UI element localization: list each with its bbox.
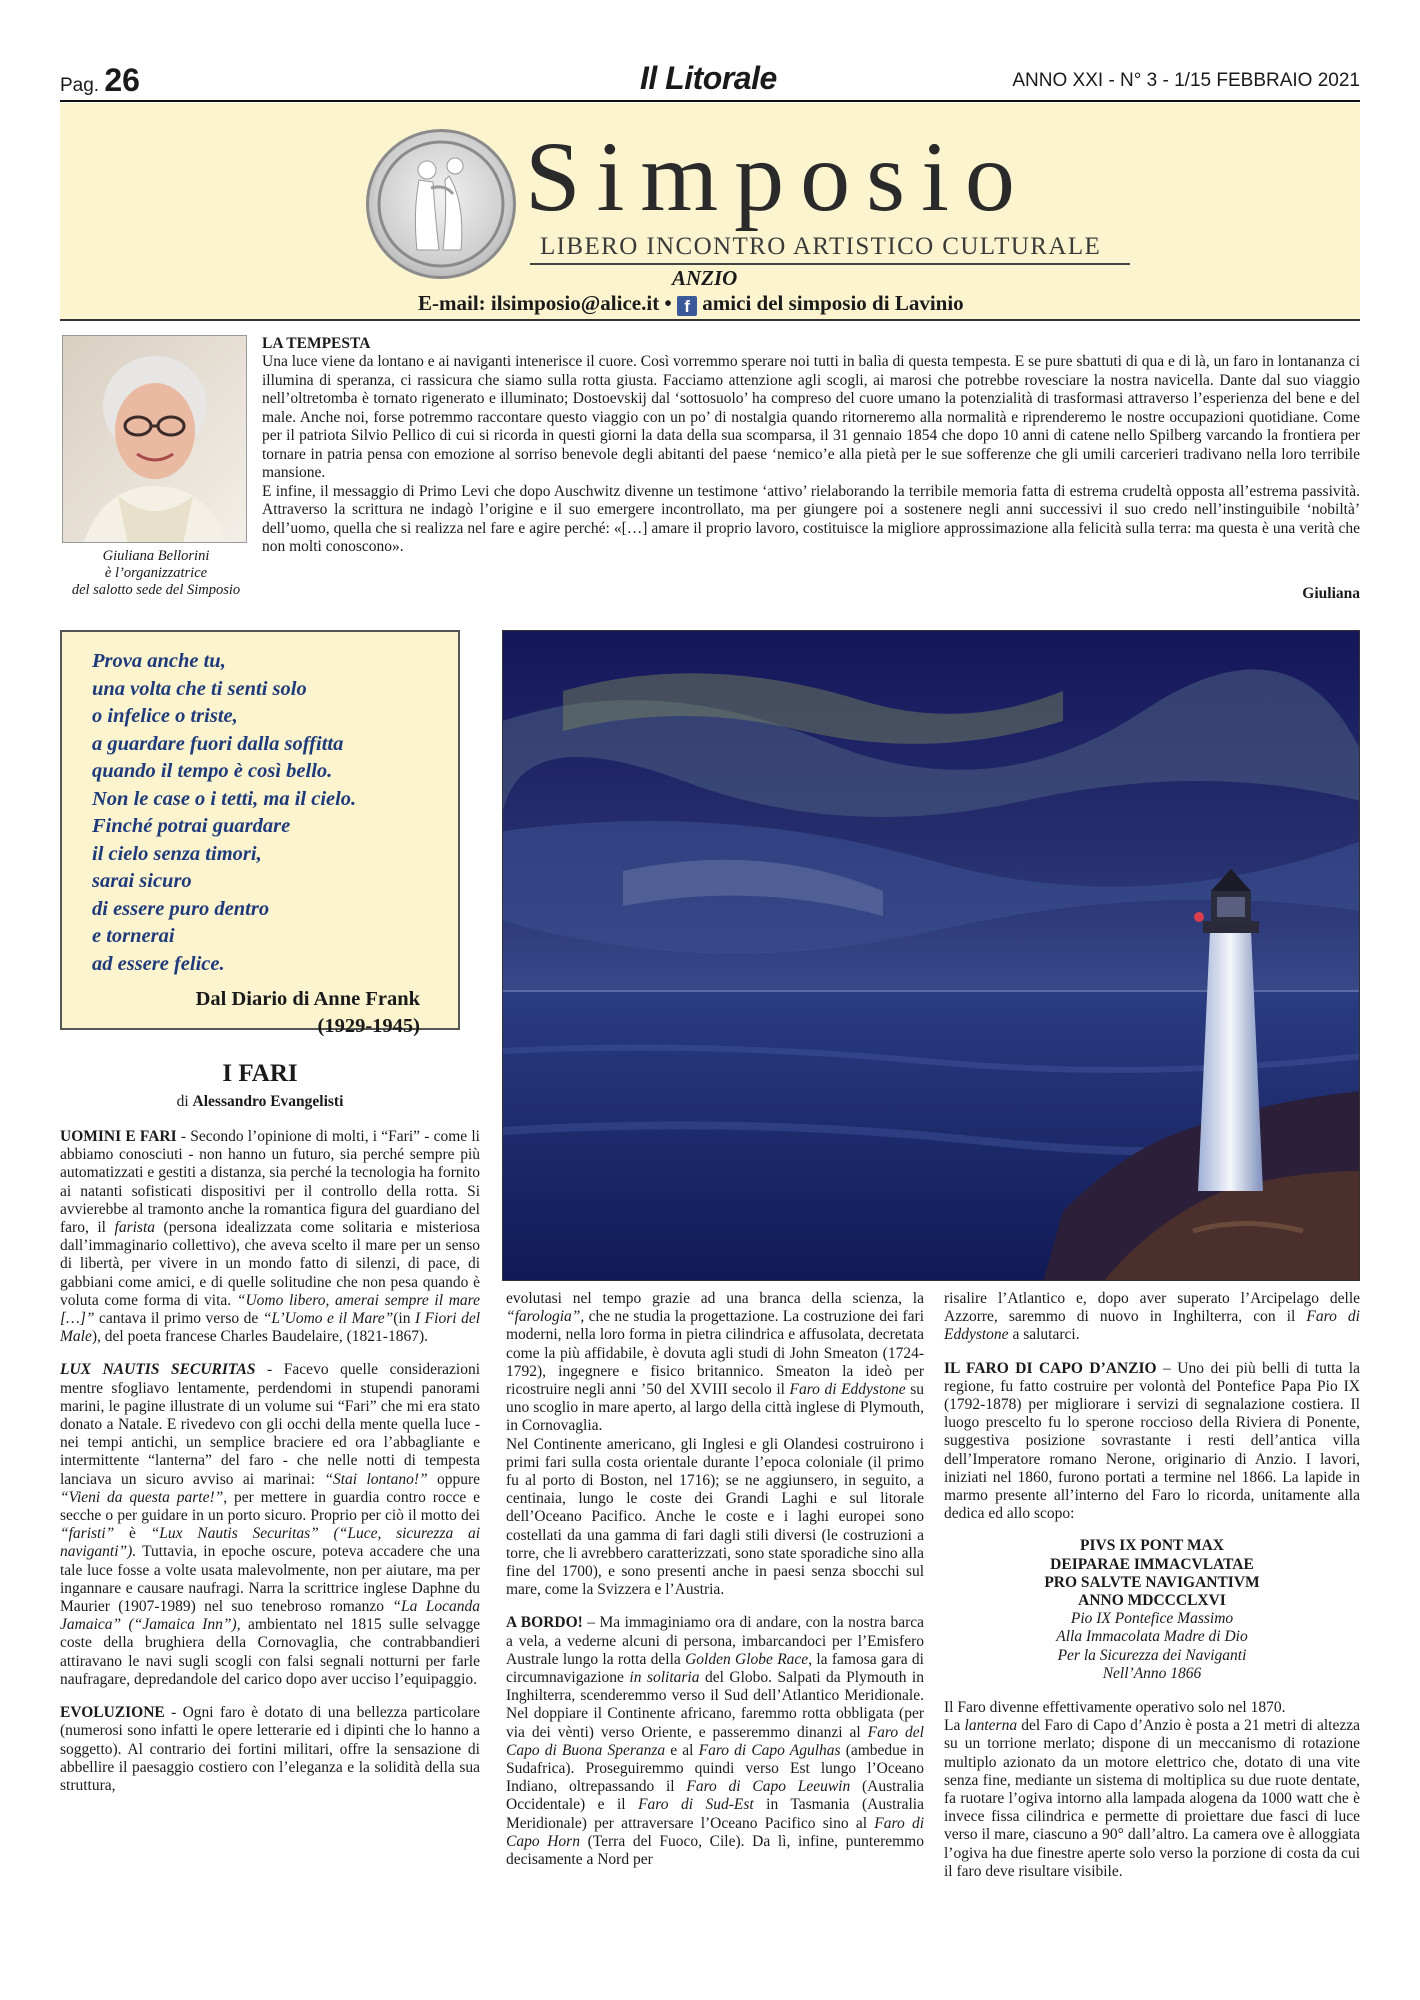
paragraph-operativo: Il Faro divenne effettivamente operativo solo nel 1870. — [944, 1699, 1286, 1717]
paragraph-capo-anzio: IL FARO DI CAPO D’ANZIO – Uno dei più belli di tutta la regione, fu fatto costruire per volontà del Pontefice Papa Pio IX (1792-1878) per migliorare i servizi di segnalazione costiera. Il luogo prescelto fu lo sperone roccioso della Riviera di Ponente, suggestiva posizione sovrastante i resti dell’antica villa dell’Imperatore romano Nerone, originario di Anzio. I lavori, iniziati nel 1860, furono portati a termine nel 1866. La lapide in marmo presente all’interno del Faro lo ricorda, unitamente alla dedica ed allo scopo: — [944, 1359, 1360, 1523]
masthead — [60, 58, 1360, 102]
dedication-italian-line: Pio IX Pontefice Massimo — [1070, 1610, 1234, 1628]
portrait-photo — [62, 335, 247, 543]
dedication-plaque — [944, 1537, 1360, 1683]
poem-line: quando il tempo è così bello. — [92, 760, 333, 782]
paragraph-farologia: evolutasi nel tempo grazie ad una branca della scienza, la “farologia”, che ne studia la progettazione. La costruzione dei fari moderni, nella loro forma in pietra cilindrica e affusolata, decretata come la più affidabile, è dovuta agli studi di John Smeaton (1724-1792), ingegnere e fisico britannico. Smeaton la ideò per ricostruire negli anni ’50 del XVIII secolo il Faro di Eddystone su uno scoglio in mare aperto, al largo della città inglese di Plymouth, in Cornovaglia. — [506, 1290, 924, 1435]
editorial-signature: Giuliana — [1302, 585, 1360, 602]
poem-line: Finché potrai guardare — [92, 815, 291, 837]
dedication-italian-line: Alla Immacolata Madre di Dio — [1056, 1628, 1248, 1646]
paragraph-uomini-e-fari: UOMINI E FARI - Secondo l’opinione di molti, i “Fari” - come li abbiamo conosciuti - non hanno un futuro, sia perché sempre più automatizzati e gestiti a distanza, sia perché la tecnologia ha fornito ai natanti sofisticati dispositivi per il controllo della rotta. Si avvierebbe al tramonto anche la romantica figura del guardiano del faro, il farista (persona idealizzata come solitaria e misteriosa dall’immaginario collettivo), che aveva scelto il mare per un senso di libertà, per vivere in un mondo fatto di silenzi, di pace, di gabbiani come amici, e di quelle solitudine che non pesa quando è voluta come forma di vita. “Uomo libero, amerai sempre il mare […]” cantava il primo verso de “L’Uomo e il Mare”(in I Fiori del Male), del poeta francese Charles Baudelaire, (1821-1867). — [60, 1128, 481, 1346]
simposio-logo — [366, 129, 516, 279]
editorial-paragraph: E infine, il messaggio di Primo Levi che dopo Auschwitz divenne un testimone ‘attivo’ rielaborando la terribile memoria fatta di estrema crudeltà opposta all’estrema passività. Attraverso la scrittura ne indagò l’origine e il suo emergere incontrollato, ma per giungere poi a sostenere negli anni successivi il suo credo nell’instinguibile ‘nobiltà’ dell’uomo, quella che si realizza nel fare e agire perché: «[…] amare il proprio lavoro, costituisce la migliore approssimazione alla felicità sulla terra: ma questa è una verità che non molti conoscono». — [262, 482, 1360, 555]
section-city: ANZIO — [672, 266, 738, 290]
paragraph-lanterna: La lanterna del Faro di Capo d’Anzio è posta a 21 metri di altezza su un torrione merlato; dispone di un meccanismo di rotazione multiplo azionato da un motore elettrico che, dotato di una vite senza fine, mediante un sistema di moltiplica su due ruote dentate, fa ruotare l’ogiva intorno alla lampada alogena da 1000 watt che è invece fissa cilindrica e permette di proiettare due fasci di luce verso il mare, ciascuno a 90° dall’altro. La camera ove è alloggiata l’ogiva ha due finestre aperte solo verso la porzione di costa da cui il faro deve risultare visibile. — [944, 1717, 1360, 1880]
poem-line: ad essere felice. — [92, 952, 225, 975]
quote-poem — [92, 648, 436, 978]
poem-line: o infelice o triste, — [92, 705, 238, 727]
dedication-latin-line: PIVS IX PONT MAX — [1080, 1537, 1224, 1555]
paragraph-azzorre: risalire l’Atlantico e, dopo aver superato l’Arcipelago delle Azzorre, saremmo di nuovo in Inghilterra, con il Faro di Eddystone a salutarci. — [944, 1290, 1360, 1344]
poem-line: Prova anche tu, — [92, 650, 226, 672]
dedication-latin-line: PRO SALVTE NAVIGANTIVM — [1044, 1573, 1260, 1591]
caption-line: del salotto sede del Simposio — [71, 582, 241, 598]
portrait-caption — [66, 548, 246, 599]
section-header — [60, 103, 1360, 321]
dedication-italian-line: Per la Sicurezza dei Naviganti — [1057, 1646, 1247, 1664]
quote-source — [92, 986, 436, 1040]
dedication-latin-line: ANNO MDCCCLXVI — [1078, 1592, 1226, 1610]
article-column-3 — [944, 1290, 1360, 1881]
paragraph-a-bordo: A BORDO! – Ma immaginiamo ora di andare, con la nostra barca a vela, a vederne alcuni di persona, imbarcandoci per l’Emisfero Australe lungo la rotta della Golden Globe Race, la famosa gara di circumnavigazione in solitaria del Globo. Salpati da Plymouth in Inghilterra, scenderemmo verso il Sud dell’Atlantico Meridionale. Nel doppiare il Continente africano, faremmo rotta obbligata (per via dei vènti) verso Oriente, e passeremmo dinanzi al Faro del Capo di Buona Speranza e al Faro di Capo Agulhas (ambedue in Sudafrica). Proseguiremmo quindi verso Est lungo l’Oceano Indiano, oltrepassando il Faro di Capo Leeuwin (Australia Occidentale) e il Faro di Sud-Est in Tasmania (Australia Meridionale) per attraversare l’Oceano Pacifico sino al Faro di Capo Horn (Terra del Fuoco, Cile). Da lì, infine, punteremmo decisamente a Nord per — [506, 1614, 925, 1869]
quote-source-years: (1929-1945) — [317, 1015, 420, 1037]
poem-line: il cielo senza timori, — [92, 842, 262, 865]
article-column-2 — [506, 1290, 924, 1869]
article-title: I FARI — [222, 1060, 298, 1087]
quote-source-title: Dal Diario di Anne Frank — [195, 988, 420, 1010]
dedication-italian-line: Nell’Anno 1866 — [1102, 1664, 1202, 1682]
editorial — [262, 335, 1360, 557]
editorial-title: LA TEMPESTA — [262, 335, 371, 352]
subtitle-divider — [530, 263, 1130, 265]
paragraph-evoluzione: EVOLUZIONE - Ogni faro è dotato di una bellezza particolare (numerosi sono infatti le opere letterarie ed i dipinti che lo hanno a soggetto). Al contrario dei fortini militari, offre la sensazione di abbellire il paesaggio costiero con l’eleganza e la solidità della sua struttura, — [60, 1704, 480, 1794]
issue-info: ANNO XXI - N° 3 - 1/15 FEBBRAIO 2021 — [1012, 70, 1360, 91]
quote-box — [60, 630, 460, 1037]
poem-line: Non le case o i tetti, ma il cielo. — [92, 787, 357, 810]
lighthouse-painting — [502, 630, 1360, 1281]
article-column-1 — [60, 1128, 480, 1795]
poem-line: di essere puro dentro — [92, 897, 270, 920]
email-text: E-mail: ilsimposio@alice.it • — [418, 291, 672, 315]
poem-line: e tornerai — [92, 925, 175, 947]
section-subtitle: LIBERO INCONTRO ARTISTICO CULTURALE — [540, 233, 1102, 260]
article-byline: di Alessandro Evangelisti — [176, 1093, 344, 1110]
poem-line: una volta che ti senti solo — [92, 677, 307, 700]
section-title: Simposio — [525, 121, 1031, 232]
paragraph-continente-americano: Nel Continente americano, gli Inglesi e gli Olandesi costruirono i primi fari sulla costa orientale durante l’epoca coloniale (il primo fu al porto di Boston, nel 1716); se ne aggiunsero, in seguito, a centinaia, lungo le coste dei Grandi Laghi e sul litorale dell’Oceano Pacifico. Anche le coste e i laghi europei sono costellati da una gamma di fari dagli stili diversi (le costruzioni a torre, che li avrebbero caratterizzati, sono state sporadiche sino alla fine del 1700), e sono presenti anche in paesi senza sbocchi sul mare, come la Svizzera e l’Austria. — [506, 1435, 924, 1599]
caption-line: è l’organizzatrice — [104, 565, 208, 581]
editorial-paragraph: Una luce viene da lontano e ai naviganti intenerisce il cuore. Così vorremmo sperare noi tutti in balìa di questa tempesta. E se pure sbattuti di qua e di là, un faro in lontananza ci illumina di speranza, ci rassicura che siamo sulla rotta giusta. Facciamo attenzione agli scogli, ai marosi che potrebbe rovesciare la nostra navicella. Dante dal suo viaggio nell’oltretomba è tornato rigenerato e illuminato; Dostoevskij dal ‘sottosuolo’ ha compreso del cuore umano la potenzialità di trasformasi attraverso l’esperienza del bene e del male. Anche noi, forse potremmo raccontare questo viaggio con un po’ di nostalgia quando ritorneremo alla normalità e riprenderemo le nostre occupazioni quotidiane. Come per il patriota Silvio Pellico di cui si ricorda in questi giorni la data della sua scomparsa, il 31 gennaio 1854 che dopo 10 anni di catene nello Spilberg varcando la frontiera per tornare in patria pensa con emozione al sorriso benevole degli abitanti del paese ‘nemico’e alla pietà per le sue sofferenze che gli umili carcerieri tradivano nella loro terribile mansione. — [262, 353, 1360, 481]
facebook-icon: f — [677, 296, 697, 316]
poem-line: sarai sicuro — [92, 870, 192, 892]
facebook-text: amici del simposio di Lavinio — [702, 291, 964, 315]
newspaper-name: Il Litorale — [640, 60, 777, 96]
poem-line: a guardare fuori dalla soffitta — [92, 732, 344, 755]
page-number: Pag. 26 — [60, 62, 140, 98]
contact-line — [418, 291, 964, 316]
dedication-latin-line: DEIPARAE IMMACVLATAE — [1050, 1555, 1254, 1573]
caption-line: Giuliana Bellorini — [102, 548, 210, 564]
paragraph-lux-nautis: LUX NAUTIS SECURITAS - Facevo quelle considerazioni mentre sfogliavo lentamente, perdendomi in stupendi panorami marini, le pagine illustrate di un volume sui “Fari” che mi era stato donato a Natale. E rivedevo con gli occhi della mente quella luce - nei tempi antichi, un semplice braciere ed ora l’abbagliante e intermittente “lanterna” del faro - che nelle notti di tempesta lanciava un sicuro avviso ai marinai: “Stai lontano!” oppure “Vieni da questa parte!”, per mettere in guardia contro rocce e secche o per guidare in un porto sicuro. Proprio per ciò il motto dei “faristi” è “Lux Nautis Securitas” (“Luce, sicurezza ai naviganti”). Tuttavia, in epoche oscure, poteva accadere che una tale luce fosse a volte usata malevolmente, non per aiutare, ma per ingannare e causare naufragi. Narra la scrittrice inglese Daphne du Maurier (1907-1989) nel suo tenebroso romanzo “La Locanda Jamaica” (“Jamaica Inn”), ambientato nel 1815 sulle selvagge coste della brughiera della Cornovaglia, che contrabbandieri attiravano le navi sugli scogli con falsi segnali notturni per farle naufragare, depredandole del carico dopo aver ucciso l’equipaggio. — [60, 1361, 480, 1688]
